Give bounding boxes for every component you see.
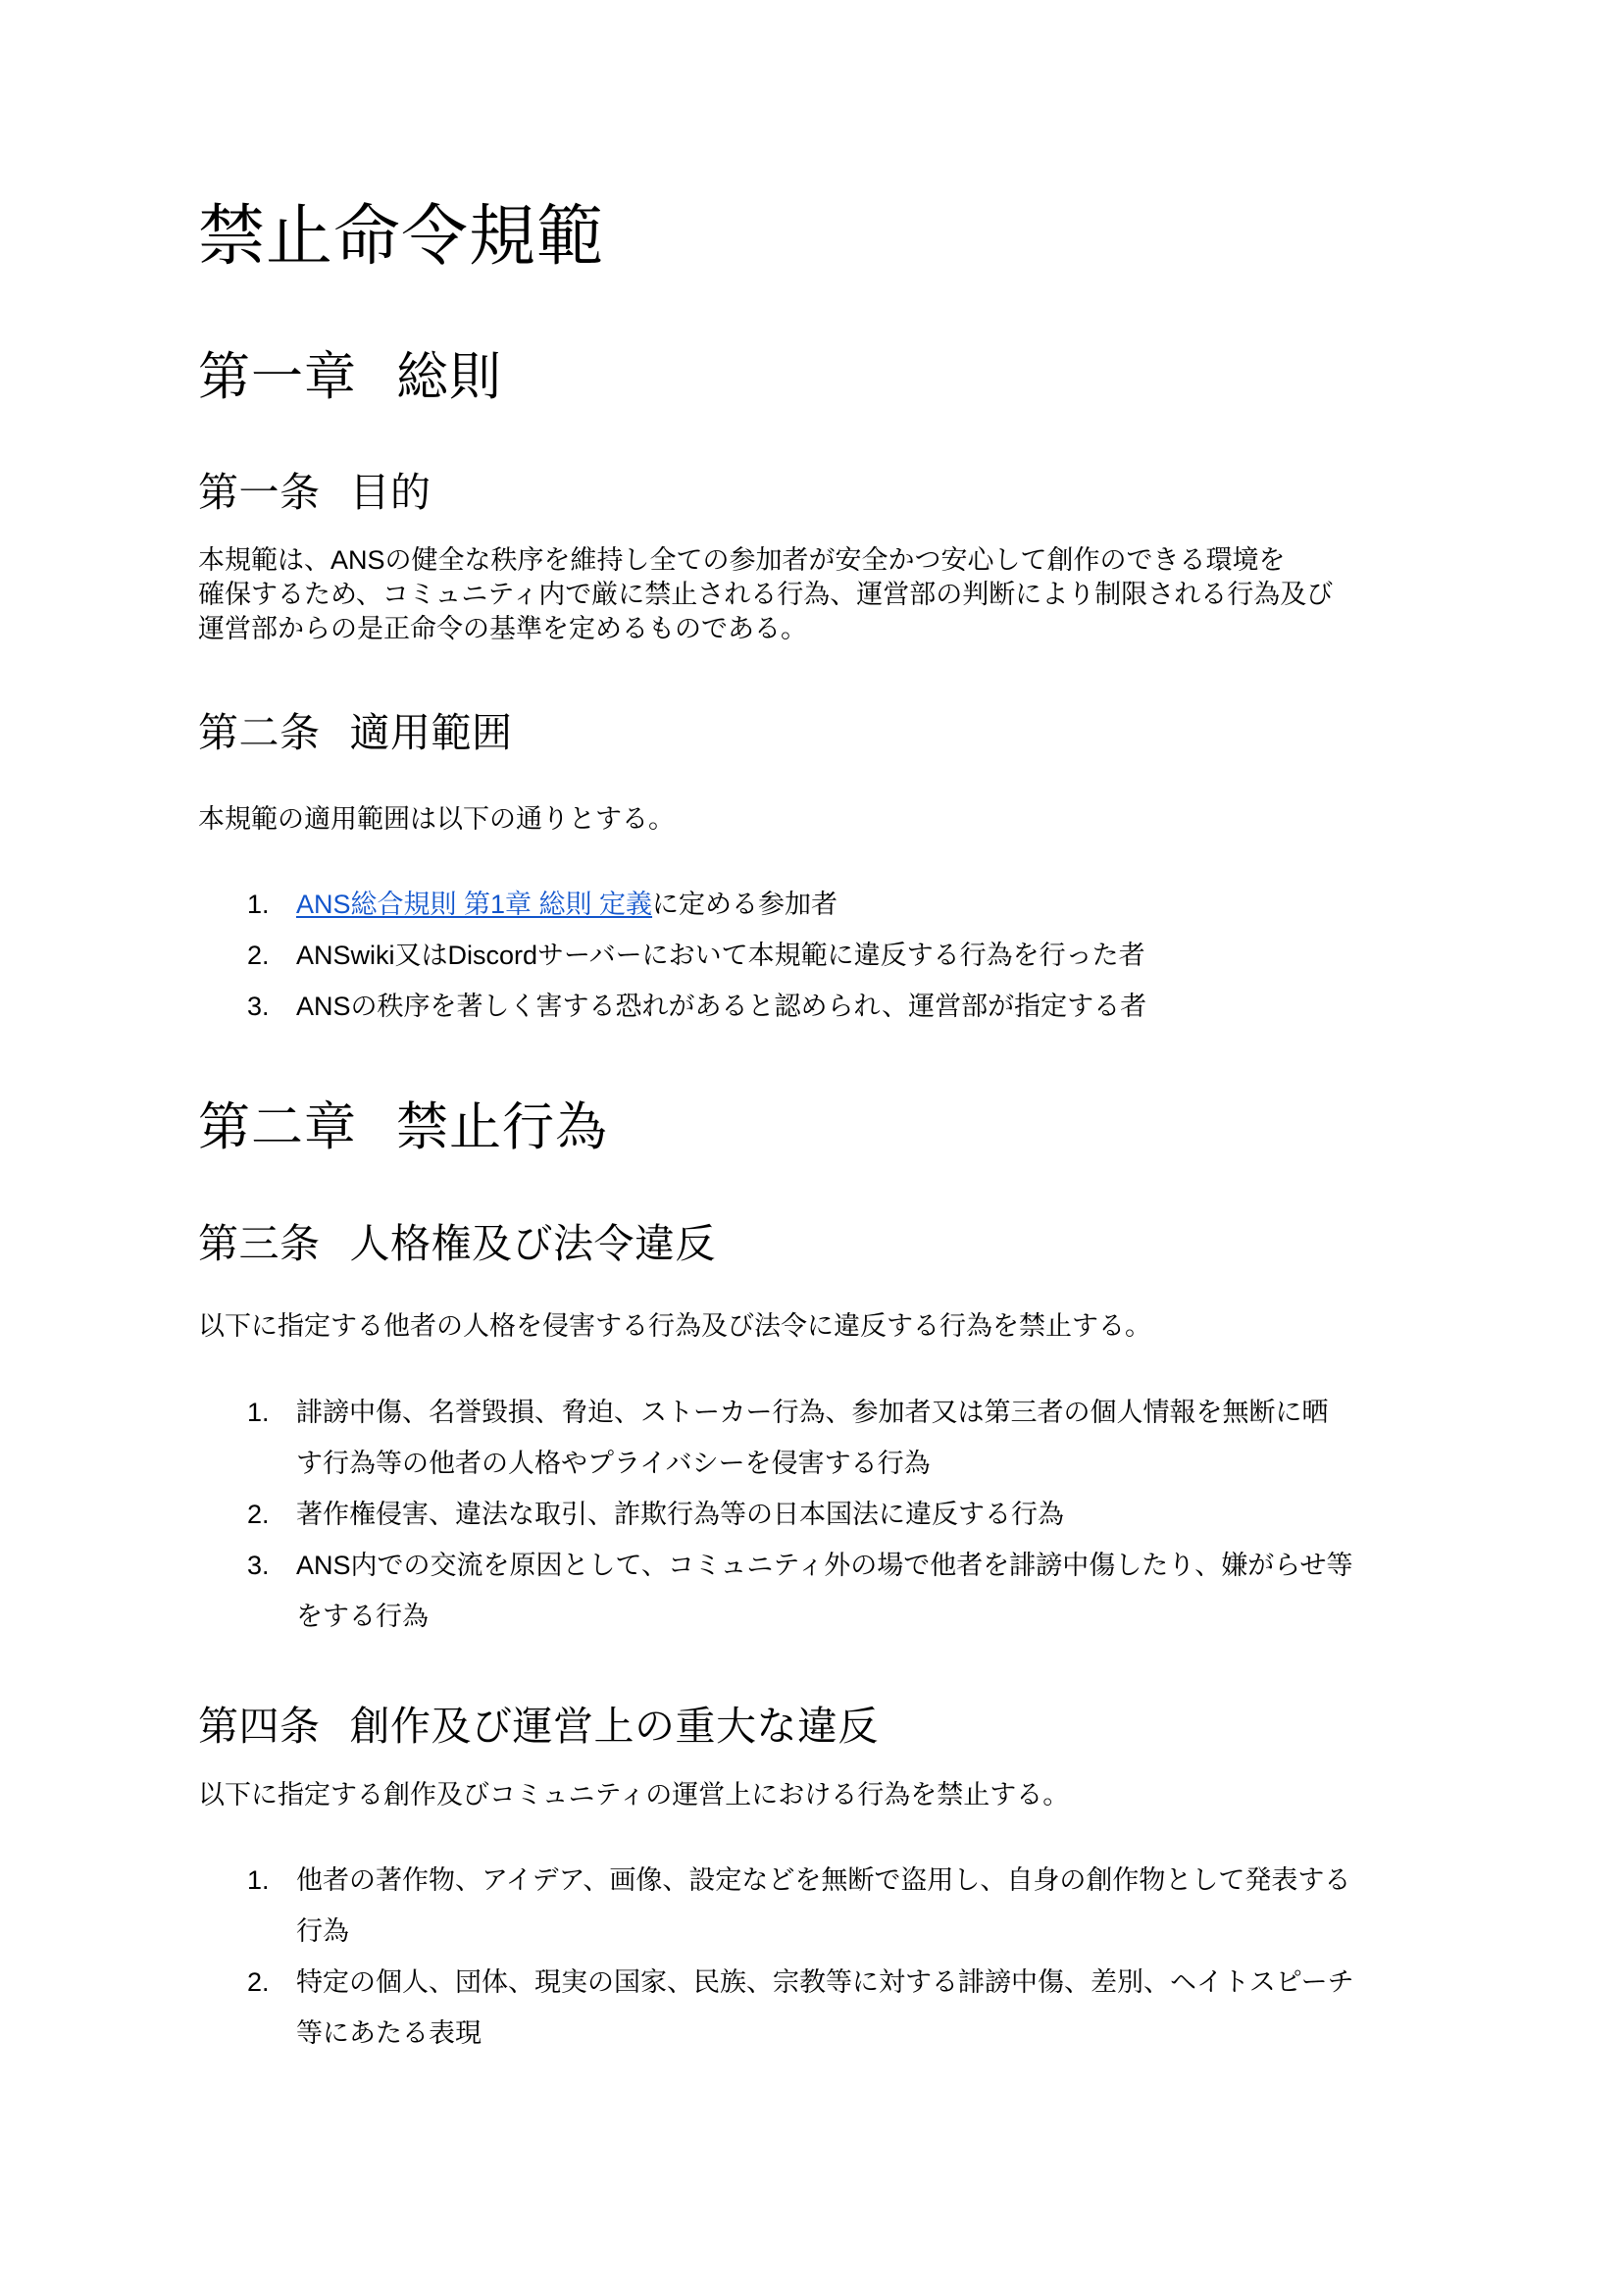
article-1-body	[198, 543, 1333, 646]
article-3-intro: 以下に指定する他者の人格を侵害する行為及び法令に違反する行為を禁止する。	[198, 1311, 1151, 1341]
chapter-heading-1	[198, 345, 502, 410]
article-2-list	[247, 879, 1424, 1036]
chapter-title: 禁止行為	[396, 1098, 608, 1156]
list-number: 3.	[247, 992, 270, 1021]
chapter-heading-2	[198, 1096, 608, 1160]
list-text: 著作権侵害、違法な取引、詐欺行為等の日本国法に違反する行為	[296, 1500, 1064, 1529]
article-number: 第四条	[198, 1704, 321, 1749]
article-heading-2	[198, 707, 513, 758]
article-number: 第二条	[198, 710, 321, 755]
list-text: ANSwiki又はDiscordサーバーにおいて本規範に違反する行為を行った者	[296, 941, 1145, 970]
article-number: 第三条	[198, 1221, 321, 1266]
article-heading-3	[198, 1218, 716, 1269]
list-number: 3.	[247, 1551, 270, 1580]
list-number: 1.	[247, 1398, 270, 1427]
article-number: 第一条	[198, 470, 321, 515]
list-text-line: をする行為	[296, 1602, 429, 1631]
list-number: 2.	[247, 1967, 270, 1997]
list-text-suffix: に定める参加者	[652, 890, 838, 919]
list-text-line: ANS内での交流を原因として、コミュニティ外の場で他者を誹謗中傷したり、嫌がらせ等	[296, 1551, 1353, 1580]
article-heading-1	[198, 467, 431, 518]
article-4-intro: 以下に指定する創作及びコミュニティの運営上における行為を禁止する。	[198, 1780, 1070, 1810]
body-line: 本規範は、ANSの健全な秩序を維持し全ての参加者が安全かつ安心して創作のできる環境を	[198, 545, 1286, 575]
article-4-list	[247, 1855, 1424, 2070]
list-text	[296, 1957, 1354, 2059]
article-2-intro: 本規範の適用範囲は以下の通りとする。	[198, 804, 675, 834]
chapter-number: 第二章	[198, 1098, 357, 1156]
list-text-line: 他者の著作物、アイデア、画像、設定などを無断で盗用し、自身の創作物として発表する	[296, 1865, 1351, 1895]
list-text-line: 誹謗中傷、名誉毀損、脅迫、ストーカー行為、参加者又は第三者の個人情報を無断に晒	[296, 1398, 1329, 1427]
list-number: 1.	[247, 1865, 270, 1895]
list-text	[296, 1540, 1352, 1642]
article-title: 創作及び運営上の重大な違反	[349, 1704, 879, 1749]
article-title: 目的	[349, 470, 431, 515]
article-3-list	[247, 1387, 1424, 1652]
list-text-line: 等にあたる表現	[296, 2018, 482, 2048]
list-text-line: 特定の個人、団体、現実の国家、民族、宗教等に対する誹謗中傷、差別、ヘイトスピーチ	[296, 1967, 1354, 1997]
list-number: 1.	[247, 890, 270, 919]
list-text	[296, 879, 837, 930]
list-text-line: す行為等の他者の人格やプライバシーを侵害する行為	[296, 1449, 931, 1478]
article-title: 適用範囲	[349, 710, 513, 755]
list-number: 2.	[247, 1500, 270, 1529]
list-text	[296, 1855, 1350, 1957]
document-title: 禁止命令規範	[198, 199, 605, 274]
chapter-title: 総則	[396, 348, 502, 406]
list-number: 2.	[247, 941, 270, 970]
chapter-number: 第一章	[198, 348, 357, 406]
article-heading-4	[198, 1701, 879, 1752]
list-text	[296, 1387, 1328, 1489]
body-line: 運営部からの是正命令の基準を定めるものである。	[198, 614, 807, 643]
article-title: 人格権及び法令違反	[349, 1221, 716, 1266]
body-line: 確保するため、コミュニティ内で厳に禁止される行為、運営部の判断により制限される行為及び	[198, 580, 1334, 609]
list-text: ANSの秩序を著しく害する恐れがあると認められ、運営部が指定する者	[296, 992, 1147, 1021]
list-text-line: 行為	[296, 1916, 349, 1946]
general-rules-definition-link[interactable]: ANS総合規則 第1章 総則 定義	[296, 890, 653, 919]
